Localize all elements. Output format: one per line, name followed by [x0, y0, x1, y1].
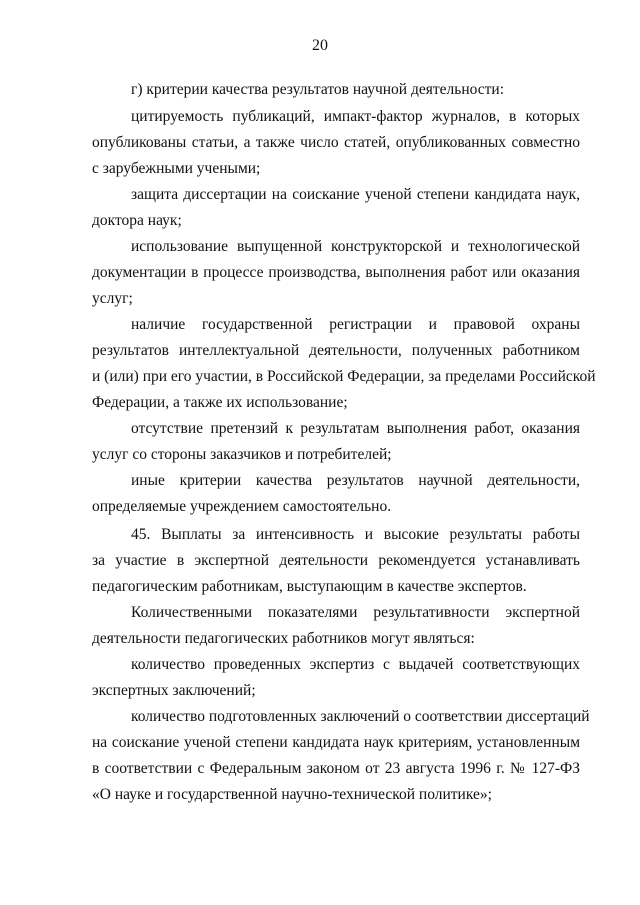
- text-line: услуг;: [92, 290, 133, 307]
- text-line: педагогическим работникам, выступающим в качестве экспертов.: [92, 578, 527, 595]
- section-45-line: 45. Выплаты за интенсивность и высокие результаты работы: [131, 526, 580, 543]
- text-line: «О науке и государственной научно-технической политике»;: [92, 786, 492, 803]
- text-line: Количественными показателями результативности экспертной: [131, 604, 580, 621]
- text-line: и (или) при его участии, в Российской Федерации, за пределами Российской: [92, 368, 596, 385]
- text-line: использование выпущенной конструкторской и технологической: [131, 238, 580, 255]
- text-line: с зарубежными учеными;: [92, 160, 261, 177]
- text-line: опубликованы статьи, а также число статей, опубликованных совместно: [92, 134, 580, 151]
- text-line: деятельности педагогических работников могут являться:: [92, 630, 475, 647]
- text-line: за участие в экспертной деятельности рекомендуется устанавливать: [92, 552, 580, 569]
- text-line: наличие государственной регистрации и правовой охраны: [131, 316, 580, 333]
- text-line: экспертных заключений;: [92, 682, 256, 699]
- text-line: услуг со стороны заказчиков и потребителей;: [92, 446, 392, 463]
- criteria-heading: г) критерии качества результатов научной деятельности:: [131, 81, 505, 98]
- text-line: в соответствии с Федеральным законом от 23 августа 1996 г. № 127-ФЗ: [92, 760, 580, 777]
- text-line: определяемые учреждением самостоятельно.: [92, 498, 392, 515]
- text-line: Федерации, а также их использование;: [92, 394, 348, 411]
- text-line: отсутствие претензий к результатам выполнения работ, оказания: [131, 420, 580, 437]
- page-number: 20: [312, 37, 328, 54]
- text-line: на соискание ученой степени кандидата наук критериям, установленным: [92, 734, 580, 751]
- text-line: результатов интеллектуальной деятельности, полученных работником: [92, 342, 580, 359]
- text-line: документации в процессе производства, выполнения работ или оказания: [92, 264, 580, 281]
- text-line: количество проведенных экспертиз с выдачей соответствующих: [131, 656, 580, 673]
- text-line: иные критерии качества результатов научной деятельности,: [131, 472, 580, 489]
- text-line: защита диссертации на соискание ученой степени кандидата наук,: [131, 186, 580, 203]
- text-line: доктора наук;: [92, 212, 182, 229]
- text-line: количество подготовленных заключений о соответствии диссертаций: [131, 708, 590, 725]
- text-line: цитируемость публикаций, импакт-фактор журналов, в которых: [131, 108, 580, 125]
